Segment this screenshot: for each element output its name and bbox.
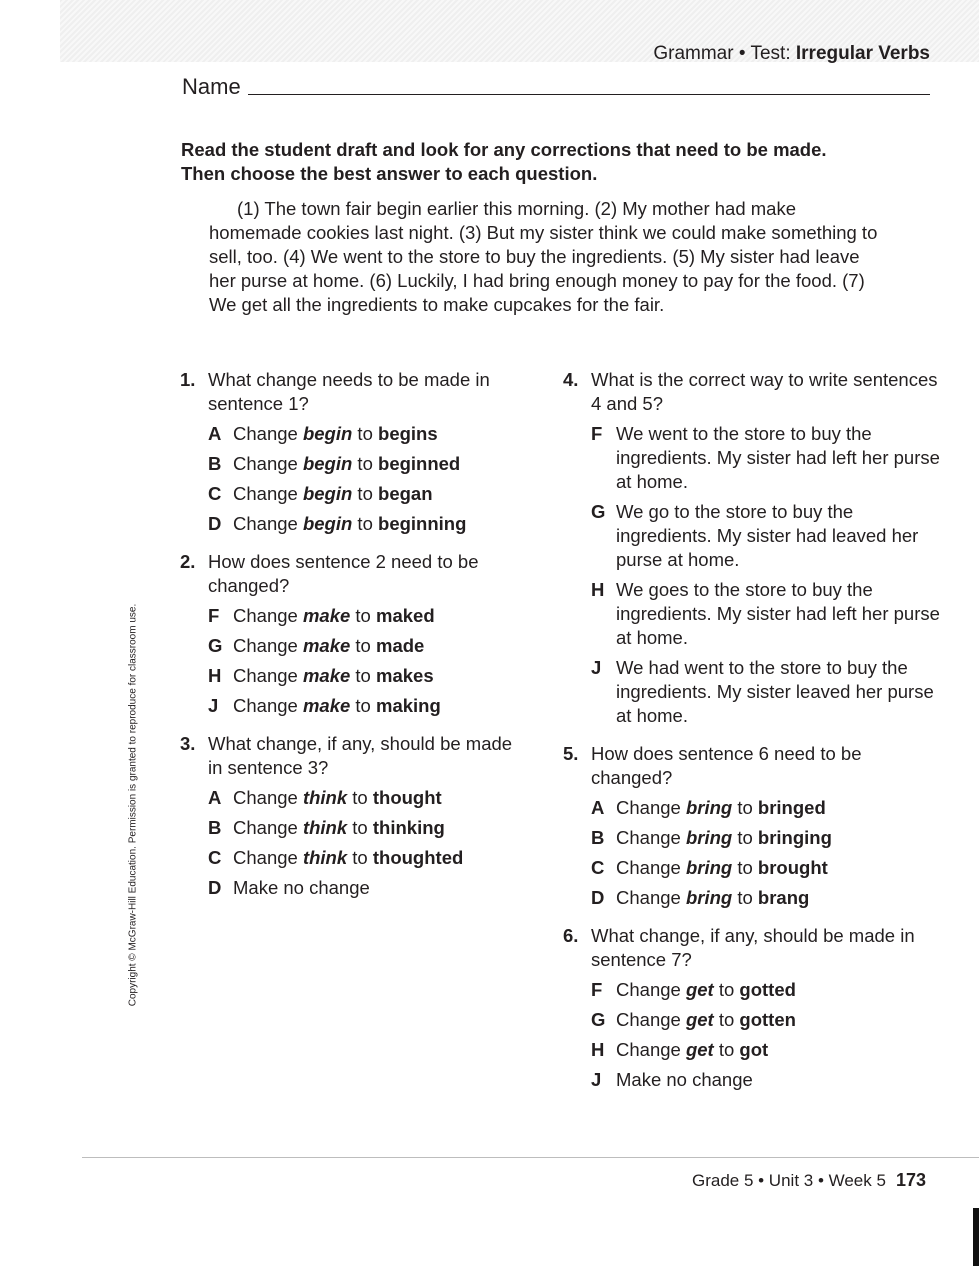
choice-text: Change bbox=[233, 847, 303, 868]
answer-choice bbox=[591, 1038, 943, 1062]
question-number: 6. bbox=[563, 925, 579, 946]
choice-connector: to bbox=[350, 665, 376, 686]
answer-choice bbox=[591, 422, 943, 494]
answer-choices bbox=[180, 604, 520, 718]
choice-word: begin bbox=[302, 483, 353, 504]
choice-letter: G bbox=[591, 501, 606, 522]
questions-left-column bbox=[180, 368, 520, 914]
choice-word: begin bbox=[302, 513, 353, 534]
choice-target: makes bbox=[376, 665, 434, 686]
question-3 bbox=[180, 732, 520, 900]
answer-choice bbox=[208, 452, 520, 476]
choice-target: got bbox=[739, 1039, 769, 1060]
choice-letter: H bbox=[591, 579, 605, 600]
answer-choice bbox=[591, 856, 943, 880]
answer-choice bbox=[208, 786, 520, 810]
answer-choice bbox=[591, 886, 943, 910]
question-6-prompt bbox=[563, 924, 943, 972]
choice-connector: to bbox=[732, 797, 758, 818]
answer-choice bbox=[591, 656, 943, 728]
choice-target: bringed bbox=[757, 797, 826, 818]
choice-text: Change bbox=[233, 817, 303, 838]
choice-text: Change bbox=[616, 797, 686, 818]
scan-edge-mark bbox=[973, 1208, 979, 1266]
answer-choice bbox=[208, 876, 520, 900]
instructions: Read the student draft and look for any corrections that need to be made. Then choose the best answer to each question. bbox=[181, 139, 827, 184]
choice-connector: to bbox=[350, 635, 376, 656]
question-number: 3. bbox=[180, 733, 196, 754]
choice-connector: to bbox=[732, 857, 758, 878]
choice-text: Make no change bbox=[233, 877, 370, 898]
choice-word: bring bbox=[685, 857, 733, 878]
choice-text: Change bbox=[616, 1009, 686, 1030]
choice-letter: A bbox=[591, 797, 605, 818]
question-text: What change, if any, should be made in sentence 7? bbox=[591, 925, 915, 970]
choice-letter: F bbox=[591, 423, 603, 444]
choice-text: We went to the store to buy the ingredients. My sister had left her purse at home. bbox=[616, 423, 940, 492]
choice-text: Change bbox=[233, 787, 303, 808]
choice-word: get bbox=[685, 979, 714, 1000]
name-label: Name bbox=[182, 74, 241, 99]
choice-text: Change bbox=[233, 513, 303, 534]
choice-connector: to bbox=[350, 695, 376, 716]
choice-letter: F bbox=[591, 979, 603, 1000]
choice-connector: to bbox=[713, 1009, 740, 1030]
choice-letter: D bbox=[208, 513, 222, 534]
question-6 bbox=[563, 924, 943, 1092]
answer-choice bbox=[591, 500, 943, 572]
choice-letter: J bbox=[208, 695, 219, 716]
header-separator: • bbox=[733, 43, 751, 64]
choice-text: Make no change bbox=[616, 1069, 753, 1090]
choice-connector: to bbox=[352, 423, 379, 444]
answer-choice bbox=[208, 664, 520, 688]
answer-choice bbox=[591, 826, 943, 850]
choice-word: begin bbox=[302, 453, 353, 474]
header-test-title: Irregular Verbs bbox=[795, 43, 930, 64]
question-number: 4. bbox=[563, 369, 579, 390]
choice-connector: to bbox=[713, 979, 740, 1000]
choice-word: make bbox=[302, 695, 351, 716]
choice-word: bring bbox=[685, 887, 733, 908]
choice-target: brought bbox=[757, 857, 828, 878]
answer-choice bbox=[591, 1008, 943, 1032]
answer-choice bbox=[208, 422, 520, 446]
question-text: What change needs to be made in sentence 1? bbox=[208, 369, 490, 414]
choice-word: begin bbox=[302, 423, 353, 444]
question-5 bbox=[563, 742, 943, 910]
choice-word: think bbox=[302, 847, 348, 868]
choice-letter: G bbox=[208, 635, 223, 656]
choice-target: thoughted bbox=[372, 847, 464, 868]
choice-letter: D bbox=[208, 877, 222, 898]
question-text: What change, if any, should be made in sentence 3? bbox=[208, 733, 513, 778]
choice-letter: B bbox=[208, 453, 222, 474]
choice-word: bring bbox=[685, 797, 733, 818]
choice-target: bringing bbox=[757, 827, 832, 848]
choice-text: Change bbox=[233, 453, 303, 474]
choice-target: beginned bbox=[378, 453, 461, 474]
answer-choices bbox=[180, 422, 520, 536]
choice-letter: A bbox=[208, 423, 222, 444]
answer-choice bbox=[591, 578, 943, 650]
choice-text: We had went to the store to buy the ingredients. My sister leaved her purse at home. bbox=[616, 657, 934, 726]
question-5-prompt bbox=[563, 742, 943, 790]
page-number: 173 bbox=[895, 1170, 926, 1190]
student-draft-passage bbox=[209, 197, 889, 317]
page-header bbox=[653, 43, 930, 65]
question-text: How does sentence 6 need to be changed? bbox=[591, 743, 862, 788]
answer-choice bbox=[208, 482, 520, 506]
choice-target: maked bbox=[376, 605, 435, 626]
answer-choice bbox=[208, 816, 520, 840]
choice-letter: G bbox=[591, 1009, 606, 1030]
choice-text: Change bbox=[616, 827, 686, 848]
choice-text: Change bbox=[616, 1039, 686, 1060]
answer-choice bbox=[208, 634, 520, 658]
choice-word: make bbox=[302, 605, 351, 626]
choice-target: thought bbox=[372, 787, 442, 808]
name-line bbox=[248, 94, 930, 95]
choice-text: Change bbox=[616, 857, 686, 878]
header-test-prefix: Test: bbox=[750, 43, 796, 64]
choice-connector: to bbox=[352, 453, 379, 474]
question-text: What is the correct way to write sentences 4 and 5? bbox=[591, 369, 938, 414]
question-number: 1. bbox=[180, 369, 196, 390]
choice-connector: to bbox=[347, 847, 373, 868]
questions-right-column bbox=[563, 368, 943, 1106]
choice-connector: to bbox=[347, 787, 373, 808]
choice-letter: H bbox=[591, 1039, 605, 1060]
answer-choice bbox=[208, 846, 520, 870]
choice-text: Change bbox=[233, 665, 303, 686]
question-1-prompt bbox=[180, 368, 520, 416]
choice-text: Change bbox=[616, 979, 686, 1000]
name-row bbox=[182, 72, 930, 102]
choice-connector: to bbox=[713, 1039, 740, 1060]
answer-choice bbox=[591, 978, 943, 1002]
choice-text: Change bbox=[233, 423, 303, 444]
choice-target: beginning bbox=[378, 513, 467, 534]
question-4-prompt bbox=[563, 368, 943, 416]
choice-target: gotten bbox=[739, 1009, 796, 1030]
answer-choice bbox=[208, 694, 520, 718]
choice-target: began bbox=[378, 483, 433, 504]
choice-word: get bbox=[685, 1009, 714, 1030]
choice-letter: C bbox=[208, 483, 222, 504]
choice-connector: to bbox=[347, 817, 373, 838]
choice-letter: H bbox=[208, 665, 222, 686]
answer-choice bbox=[208, 604, 520, 628]
question-3-prompt bbox=[180, 732, 520, 780]
choice-word: think bbox=[302, 787, 348, 808]
choice-connector: to bbox=[352, 513, 379, 534]
choice-word: get bbox=[685, 1039, 714, 1060]
answer-choices bbox=[563, 796, 943, 910]
answer-choices bbox=[180, 786, 520, 900]
page-footer bbox=[692, 1170, 926, 1191]
choice-connector: to bbox=[352, 483, 379, 504]
question-2 bbox=[180, 550, 520, 718]
question-number: 2. bbox=[180, 551, 196, 572]
answer-choices bbox=[563, 422, 943, 728]
choice-connector: to bbox=[732, 827, 758, 848]
choice-letter: C bbox=[591, 857, 605, 878]
answer-choice bbox=[208, 512, 520, 536]
choice-word: make bbox=[302, 665, 351, 686]
question-1 bbox=[180, 368, 520, 536]
choice-letter: J bbox=[591, 1069, 602, 1090]
copyright-notice: Copyright © McGraw-Hill Education. Permission is granted to reproduce for classroom use. bbox=[127, 603, 139, 1007]
choice-letter: B bbox=[591, 827, 605, 848]
answer-choice bbox=[591, 1068, 943, 1092]
choice-text: Change bbox=[616, 887, 686, 908]
passage-text: (1) The town fair begin earlier this morning. (2) My mother had make homemade cookies last night. (3) But my sister think we could make something to sell, too. (4) We went to the store to buy the ingredients. (5) My sister had leave her purse at home. (6) Luckily, I had bring enough money to pay for the food. (7) We get all the ingredients to make cupcakes for the fair. bbox=[209, 198, 878, 315]
choice-letter: D bbox=[591, 887, 605, 908]
choice-connector: to bbox=[732, 887, 758, 908]
question-text: How does sentence 2 need to be changed? bbox=[208, 551, 479, 596]
choice-text: We goes to the store to buy the ingredients. My sister had left her purse at home. bbox=[616, 579, 940, 648]
header-category: Grammar bbox=[653, 43, 734, 64]
choice-letter: F bbox=[208, 605, 220, 626]
choice-connector: to bbox=[350, 605, 376, 626]
choice-target: made bbox=[376, 635, 425, 656]
choice-target: begins bbox=[378, 423, 438, 444]
question-number: 5. bbox=[563, 743, 579, 764]
choice-target: brang bbox=[757, 887, 810, 908]
choice-target: making bbox=[376, 695, 441, 716]
answer-choices bbox=[563, 978, 943, 1092]
footer-divider bbox=[82, 1157, 979, 1158]
choice-text: Change bbox=[233, 635, 303, 656]
choice-target: thinking bbox=[372, 817, 445, 838]
choice-text: Change bbox=[233, 695, 303, 716]
choice-letter: J bbox=[591, 657, 602, 678]
choice-letter: A bbox=[208, 787, 222, 808]
choice-letter: B bbox=[208, 817, 222, 838]
question-4 bbox=[563, 368, 943, 728]
choice-word: make bbox=[302, 635, 351, 656]
question-2-prompt bbox=[180, 550, 520, 598]
footer-location: Grade 5 • Unit 3 • Week 5 bbox=[691, 1171, 886, 1190]
choice-text: We go to the store to buy the ingredients. My sister had leaved her purse at home. bbox=[616, 501, 919, 570]
choice-text: Change bbox=[233, 483, 303, 504]
choice-word: bring bbox=[685, 827, 733, 848]
choice-text: Change bbox=[233, 605, 303, 626]
choice-target: gotted bbox=[739, 979, 796, 1000]
choice-word: think bbox=[302, 817, 348, 838]
answer-choice bbox=[591, 796, 943, 820]
choice-letter: C bbox=[208, 847, 222, 868]
